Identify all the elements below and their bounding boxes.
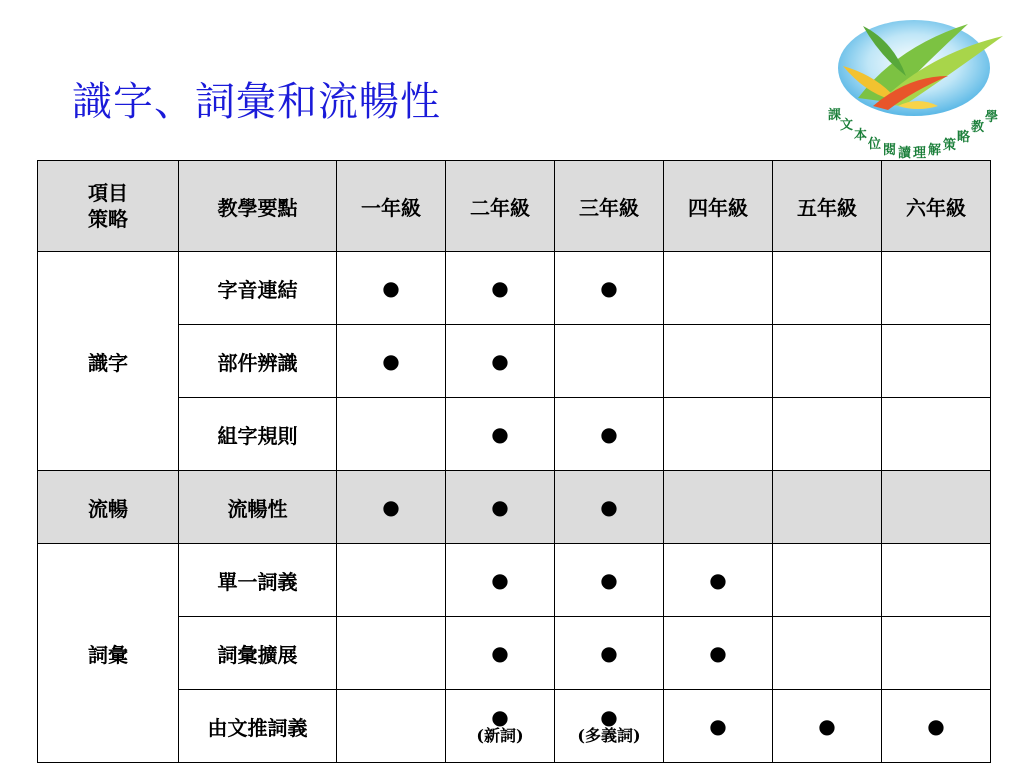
teaching-point-cell: 部件辨識: [179, 325, 337, 398]
grade-cell: [337, 471, 446, 544]
grade-cell: [555, 325, 664, 398]
table-row: [38, 325, 991, 398]
bullet-mark: ●: [491, 276, 509, 300]
header-strategy-label: 策略: [88, 207, 128, 231]
grade-cell: [773, 325, 882, 398]
header-grade: 二年級: [446, 161, 555, 252]
grade-cell: [337, 252, 446, 325]
bullet-mark: ●: [600, 705, 618, 729]
grade-cell: [882, 252, 991, 325]
header-item-label: 項目: [88, 181, 128, 205]
header-points: 教學要點: [179, 161, 337, 252]
bullet-mark: ●: [709, 641, 727, 665]
bullet-mark: ●: [491, 495, 509, 519]
page-title: 識字、詞彙和流暢性: [72, 79, 441, 125]
table-row: [38, 617, 991, 690]
logo-text: 課 文 本 位 閱 讀 理 解 策 略 教 學: [828, 108, 999, 161]
bullet-mark: ●: [382, 349, 400, 373]
grade-cell: [773, 617, 882, 690]
grade-cell: [446, 471, 555, 544]
grade-cell: [882, 471, 991, 544]
table-row: [38, 398, 991, 471]
table-row: [38, 690, 991, 763]
strategy-cell: 詞彙: [38, 544, 179, 763]
grade-cell: [664, 252, 773, 325]
grade-cell: [446, 325, 555, 398]
grade-cell: [664, 617, 773, 690]
header-grade: 五年級: [773, 161, 882, 252]
cell-note: (多義詞): [577, 726, 641, 745]
grade-cell: [555, 471, 664, 544]
grade-cell: [446, 398, 555, 471]
cell-note: (新詞): [476, 726, 524, 745]
header-grade: 三年級: [555, 161, 664, 252]
table-row: [38, 471, 991, 544]
bullet-mark: ●: [600, 568, 618, 592]
grade-cell: [337, 398, 446, 471]
bullet-mark: ●: [927, 714, 945, 738]
grade-cell: [664, 398, 773, 471]
grade-cell: [773, 252, 882, 325]
bullet-mark: ●: [600, 276, 618, 300]
bullet-mark: ●: [600, 641, 618, 665]
strategy-table: [37, 160, 991, 763]
bullet-mark: ●: [709, 568, 727, 592]
grade-cell: [882, 398, 991, 471]
grade-cell: [882, 325, 991, 398]
bullet-mark: ●: [600, 495, 618, 519]
header-corner-cell: [38, 161, 179, 252]
grade-cell: [773, 398, 882, 471]
header-grade: 六年級: [882, 161, 991, 252]
table-row: [38, 544, 991, 617]
grade-cell: [882, 617, 991, 690]
bullet-mark: ●: [491, 641, 509, 665]
grade-cell: [773, 471, 882, 544]
grade-cell: [882, 690, 991, 763]
grade-cell: [337, 617, 446, 690]
teaching-point-cell: 詞彙擴展: [179, 617, 337, 690]
grade-cell: [555, 398, 664, 471]
bullet-mark: ●: [382, 495, 400, 519]
grade-cell: [446, 252, 555, 325]
grade-cell: [555, 544, 664, 617]
grade-cell: [446, 690, 555, 763]
header-grade: 四年級: [664, 161, 773, 252]
bullet-mark: ●: [600, 422, 618, 446]
bullet-mark: ●: [491, 349, 509, 373]
grade-cell: [773, 544, 882, 617]
bullet-mark: ●: [491, 568, 509, 592]
strategy-cell: 識字: [38, 252, 179, 471]
grade-cell: [555, 617, 664, 690]
grade-cell: [664, 325, 773, 398]
table-body: [38, 252, 991, 763]
bullet-mark: ●: [491, 422, 509, 446]
grade-cell: [446, 617, 555, 690]
grade-cell: [664, 690, 773, 763]
teaching-point-cell: 單一詞義: [179, 544, 337, 617]
grade-cell: [337, 690, 446, 763]
grade-cell: [446, 544, 555, 617]
grade-cell: [337, 544, 446, 617]
teaching-point-cell: 流暢性: [179, 471, 337, 544]
header-grade: 一年級: [337, 161, 446, 252]
grade-cell: [773, 690, 882, 763]
logo: [818, 6, 1014, 162]
teaching-point-cell: 組字規則: [179, 398, 337, 471]
grade-cell: [555, 690, 664, 763]
grade-cell: [555, 252, 664, 325]
grade-cell: [337, 325, 446, 398]
bullet-mark: ●: [818, 714, 836, 738]
table-header-row: [38, 161, 991, 252]
table-row: [38, 252, 991, 325]
grade-cell: [664, 544, 773, 617]
bullet-mark: ●: [491, 705, 509, 729]
teaching-point-cell: 字音連結: [179, 252, 337, 325]
bullet-mark: ●: [382, 276, 400, 300]
teaching-point-cell: 由文推詞義: [179, 690, 337, 763]
grade-cell: [882, 544, 991, 617]
strategy-cell: 流暢: [38, 471, 179, 544]
grade-cell: [664, 471, 773, 544]
bullet-mark: ●: [709, 714, 727, 738]
